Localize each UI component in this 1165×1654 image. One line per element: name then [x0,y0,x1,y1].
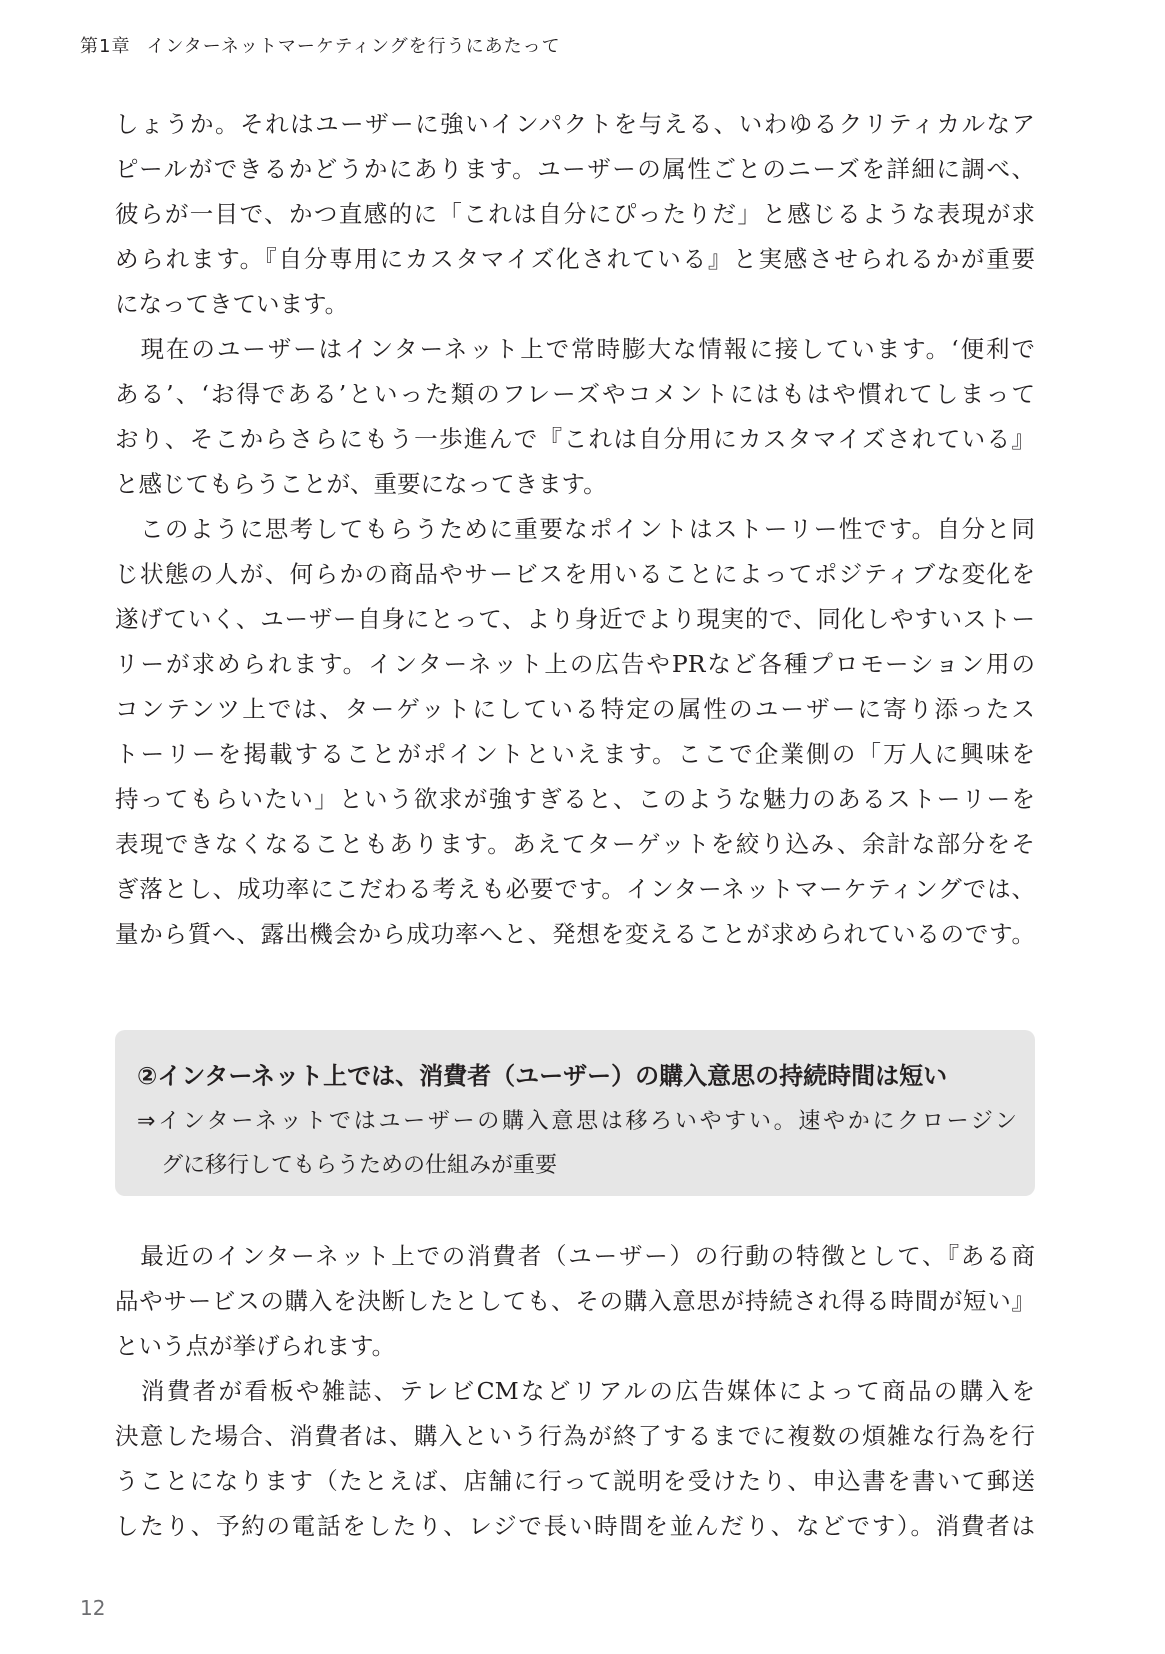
callout-text-line: ⇒インターネットではユーザーの購入意思は移ろいやすい。速やかにクロージン [137,1109,1017,1134]
text-line: 品やサービスの購入を決断したとしても、その購入意思が持続され得る時間が短い』 [115,1287,1035,1315]
body-text-upper [115,102,1035,957]
text-line: になってきています。 [115,290,349,318]
text-line: しょうか。それはユーザーに強いインパクトを与える、いわゆるクリティカルなア [115,110,1035,138]
text-line: 彼らが一目で、かつ直感的に「これは自分にぴったりだ」と感じるような表現が求 [115,200,1035,228]
running-head [80,32,561,58]
text-line: という点が挙げられます。 [115,1332,396,1360]
text-line: 量から質へ、露出機会から成功率へと、発想を変えることが求められているのです。 [115,920,1035,948]
chapter-number: 第1章 [80,36,131,57]
text-line: ぎ落とし、成功率にこだわる考えも必要です。インターネットマーケティングでは、 [115,875,1035,903]
text-line: 現在のユーザーはインターネット上で常時膨大な情報に接しています。‘便利で [115,335,1035,363]
text-line: 持ってもらいたい」という欲求が強すぎると、このような魅力のあるストーリーを [115,785,1035,813]
text-line: したり、予約の電話をしたり、レジで長い時間を並んだり、などです）。消費者は [115,1512,1035,1540]
text-line: コンテンツ上では、ターゲットにしている特定の属性のユーザーに寄り添ったス [115,695,1035,723]
text-line: うことになります（たとえば、店舗に行って説明を受けたり、申込書を書いて郵送 [115,1467,1035,1495]
text-line: このように思考してもらうために重要なポイントはストーリー性です。自分と同 [115,515,1035,543]
text-line: 遂げていく、ユーザー自身にとって、より身近でより現実的で、同化しやすいストー [115,605,1035,633]
chapter-title: インターネットマーケティングを行うにあたって [146,36,561,57]
text-line: おり、そこからさらにもう一歩進んで『これは自分用にカスタマイズされている』 [115,425,1035,453]
text-line: トーリーを掲載することがポイントといえます。ここで企業側の「万人に興味を [115,740,1035,768]
callout-heading: ②インターネット上では、消費者（ユーザー）の購入意思の持続時間は短い [137,1062,948,1090]
callout-text-line: グに移行してもらうための仕組みが重要 [161,1153,558,1178]
summary-callout-box [115,1030,1035,1196]
text-line: と感じてもらうことが、重要になってきます。 [115,470,607,498]
text-line: 表現できなくなることもあります。あえてターゲットを絞り込み、余計な部分をそ [115,830,1035,858]
body-text-lower [115,1234,1035,1549]
text-line: じ状態の人が、何らかの商品やサービスを用いることによってポジティブな変化を [115,560,1035,588]
text-line: ピールができるかどうかにあります。ユーザーの属性ごとのニーズを詳細に調べ、 [115,155,1035,183]
text-line: ある’、‘お得である’といった類のフレーズやコメントにはもはや慣れてしまって [115,380,1035,408]
text-line: リーが求められます。インターネット上の広告やPRなど各種プロモーション用の [115,650,1035,678]
text-line: 最近のインターネット上での消費者（ユーザー）の行動の特徴として、『ある商 [115,1242,1035,1270]
text-line: 決意した場合、消費者は、購入という行為が終了するまでに複数の煩雑な行為を行 [115,1422,1035,1450]
text-line: 消費者が看板や雑誌、テレビCMなどリアルの広告媒体によって商品の購入を [115,1377,1035,1405]
page-number: 12 [80,1596,106,1620]
text-line: められます。『自分専用にカスタマイズ化されている』と実感させられるかが重要 [115,245,1035,273]
